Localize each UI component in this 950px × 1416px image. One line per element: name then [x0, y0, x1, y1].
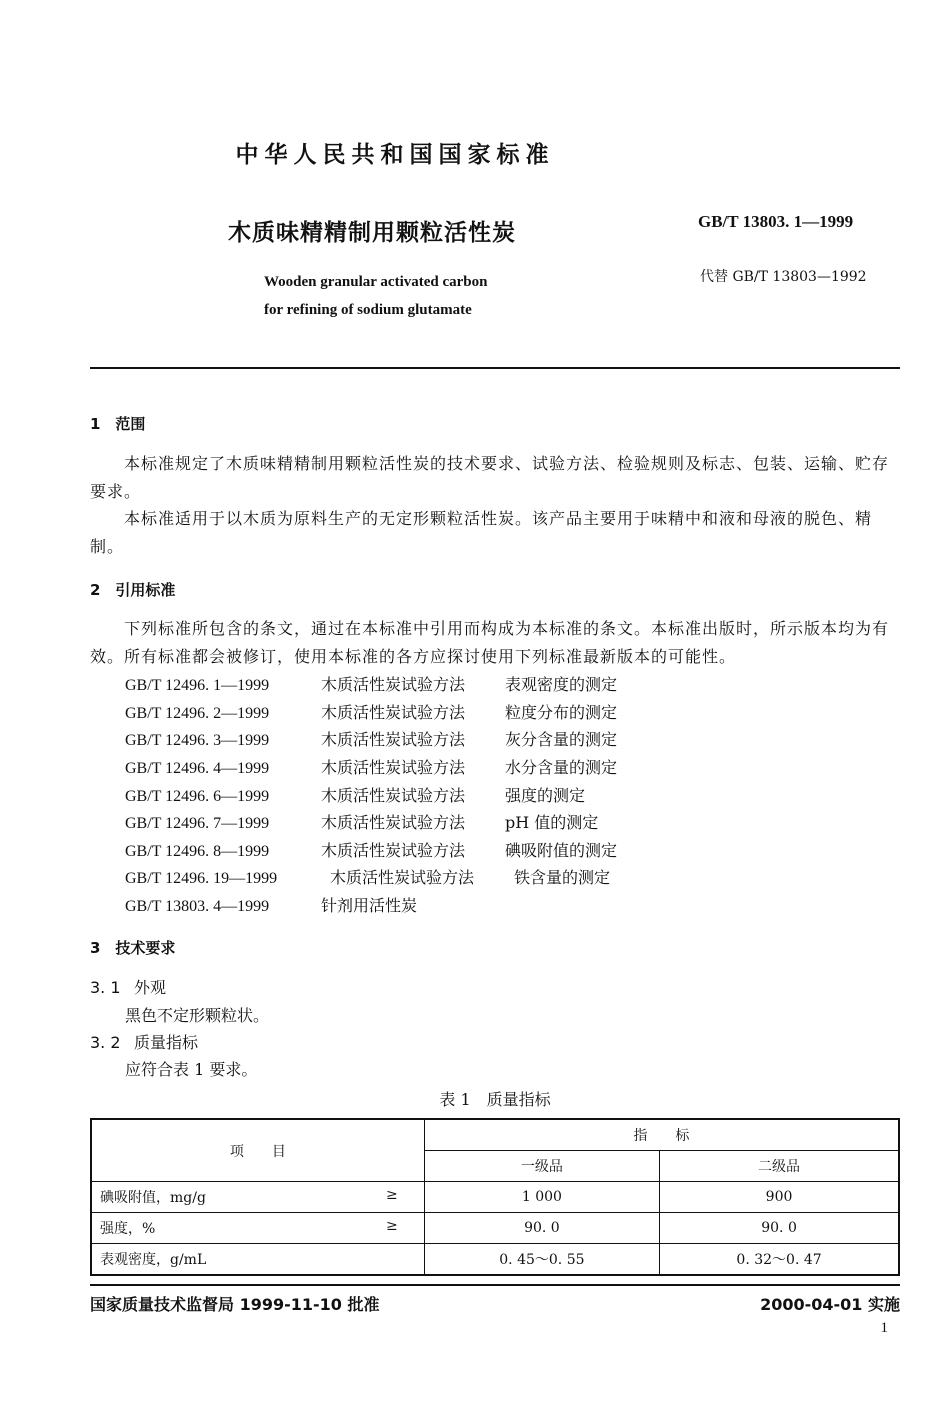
table-row	[91, 1213, 899, 1244]
row-grade-1: 1 000	[424, 1182, 659, 1213]
row-operator: ≥	[385, 1218, 398, 1234]
header-divider	[90, 367, 900, 369]
row-operator: ≥	[385, 1187, 398, 1203]
row-item: 表观密度，g/mL	[100, 1252, 207, 1268]
standard-code: GB/T 13803. 1—1999	[698, 212, 854, 231]
quality-index-table	[90, 1118, 900, 1276]
reference-method: 木质活性炭试验方法	[321, 730, 466, 749]
document-title-cn: 木质味精精制用颗粒活性炭	[228, 220, 516, 246]
reference-item: pH 值的测定	[505, 813, 599, 832]
subsection-3-1-text: 黑色不定形颗粒状。	[125, 1006, 270, 1025]
section-1-paragraph-2: 本标准适用于以木质为原料生产的无定形颗粒活性炭。该产品主要用于味精中和液和母液的脱色、精制。	[90, 509, 873, 556]
table-row	[91, 1244, 899, 1276]
header-grade-2: 二级品	[660, 1151, 899, 1182]
reference-row	[125, 865, 610, 888]
reference-code: GB/T 12496. 8—1999	[125, 843, 270, 860]
row-operator	[398, 1249, 416, 1269]
row-item-cell	[91, 1244, 424, 1276]
row-grade-1: 90. 0	[424, 1213, 659, 1244]
row-grade-2: 0. 32～0. 47	[660, 1244, 899, 1276]
title-en-line1: Wooden granular activated carbon	[264, 274, 488, 290]
reference-method: 木质活性炭试验方法	[321, 758, 466, 777]
table-row	[91, 1182, 899, 1213]
reference-item: 碘吸附值的测定	[505, 841, 618, 860]
row-grade-2: 90. 0	[660, 1213, 899, 1244]
document-title-en	[264, 268, 487, 324]
subsection-title: 外观	[134, 978, 167, 997]
reference-item: 灰分含量的测定	[505, 730, 618, 749]
reference-row	[125, 838, 617, 861]
table-caption: 表 1 质量指标	[439, 1090, 551, 1109]
reference-code: GB/T 12496. 2—1999	[125, 705, 270, 722]
reference-row	[125, 783, 585, 806]
reference-method: 木质活性炭试验方法	[330, 868, 475, 887]
section-1-heading: 1 范围	[90, 415, 146, 433]
row-item: 强度，%	[100, 1221, 156, 1237]
reference-method: 木质活性炭试验方法	[321, 703, 466, 722]
reference-code: GB/T 12496. 1—1999	[125, 677, 270, 694]
row-item-cell	[91, 1213, 424, 1244]
reference-method: 木质活性炭试验方法	[321, 675, 466, 694]
reference-row	[125, 755, 617, 778]
reference-row	[125, 810, 598, 833]
reference-code: GB/T 12496. 3—1999	[125, 732, 270, 749]
reference-code: GB/T 12496. 4—1999	[125, 760, 270, 777]
subsection-3-1	[90, 975, 166, 998]
row-item: 碘吸附值，mg/g	[100, 1190, 206, 1206]
subsection-number: 3. 2	[90, 1033, 121, 1052]
subsection-title: 质量指标	[134, 1033, 199, 1052]
national-standard-heading: 中华人民共和国国家标准	[235, 142, 555, 168]
row-item-cell	[91, 1182, 424, 1213]
reference-method: 针剂用活性炭	[321, 896, 418, 915]
reference-code: GB/T 12496. 6—1999	[125, 788, 270, 805]
reference-item: 表观密度的测定	[505, 675, 618, 694]
footer-divider	[90, 1284, 900, 1286]
section-2-paragraph: 下列标准所包含的条文，通过在本标准中引用而构成为本标准的条文。本标准出版时，所示版本均为有效。所有标准都会被修订，使用本标准的各方应探讨使用下列标准最新版本的可能性。	[90, 619, 890, 666]
reference-code: GB/T 13803. 4—1999	[125, 898, 270, 915]
subsection-3-2-text: 应符合表 1 要求。	[125, 1060, 258, 1079]
reference-item: 强度的测定	[505, 786, 586, 805]
subsection-3-2	[90, 1030, 198, 1053]
table-header-row	[91, 1119, 899, 1151]
subsection-number: 3. 1	[90, 978, 121, 997]
reference-code: GB/T 12496. 7—1999	[125, 815, 270, 832]
replaces-standard: 代替 GB/T 13803—1992	[700, 269, 867, 285]
page-number: 1	[880, 1320, 888, 1336]
reference-item: 铁含量的测定	[514, 868, 611, 887]
reference-code: GB/T 12496. 19—1999	[125, 870, 278, 887]
effective-date: 2000-04-01 实施	[760, 1295, 900, 1314]
section-3-heading: 3 技术要求	[90, 939, 176, 957]
section-2-heading: 2 引用标准	[90, 581, 176, 599]
reference-method: 木质活性炭试验方法	[321, 813, 466, 832]
reference-row	[125, 727, 617, 750]
reference-row	[125, 893, 505, 916]
row-grade-1: 0. 45～0. 55	[424, 1244, 659, 1276]
reference-method: 木质活性炭试验方法	[321, 786, 466, 805]
title-en-line2: for refining of sodium glutamate	[264, 302, 472, 318]
reference-item: 粒度分布的测定	[505, 703, 618, 722]
header-grade-1: 一级品	[424, 1151, 659, 1182]
row-grade-2: 900	[660, 1182, 899, 1213]
reference-item: 水分含量的测定	[505, 758, 618, 777]
reference-row	[125, 700, 617, 723]
reference-row	[125, 672, 617, 695]
section-1-paragraph-1: 本标准规定了木质味精精制用颗粒活性炭的技术要求、试验方法、检验规则及标志、包装、运输、贮存要求。	[90, 454, 890, 501]
header-index: 指 标	[424, 1119, 899, 1151]
reference-method: 木质活性炭试验方法	[321, 841, 466, 860]
approval-info: 国家质量技术监督局 1999-11-10 批准	[90, 1295, 380, 1314]
header-item: 项 目	[91, 1119, 424, 1182]
